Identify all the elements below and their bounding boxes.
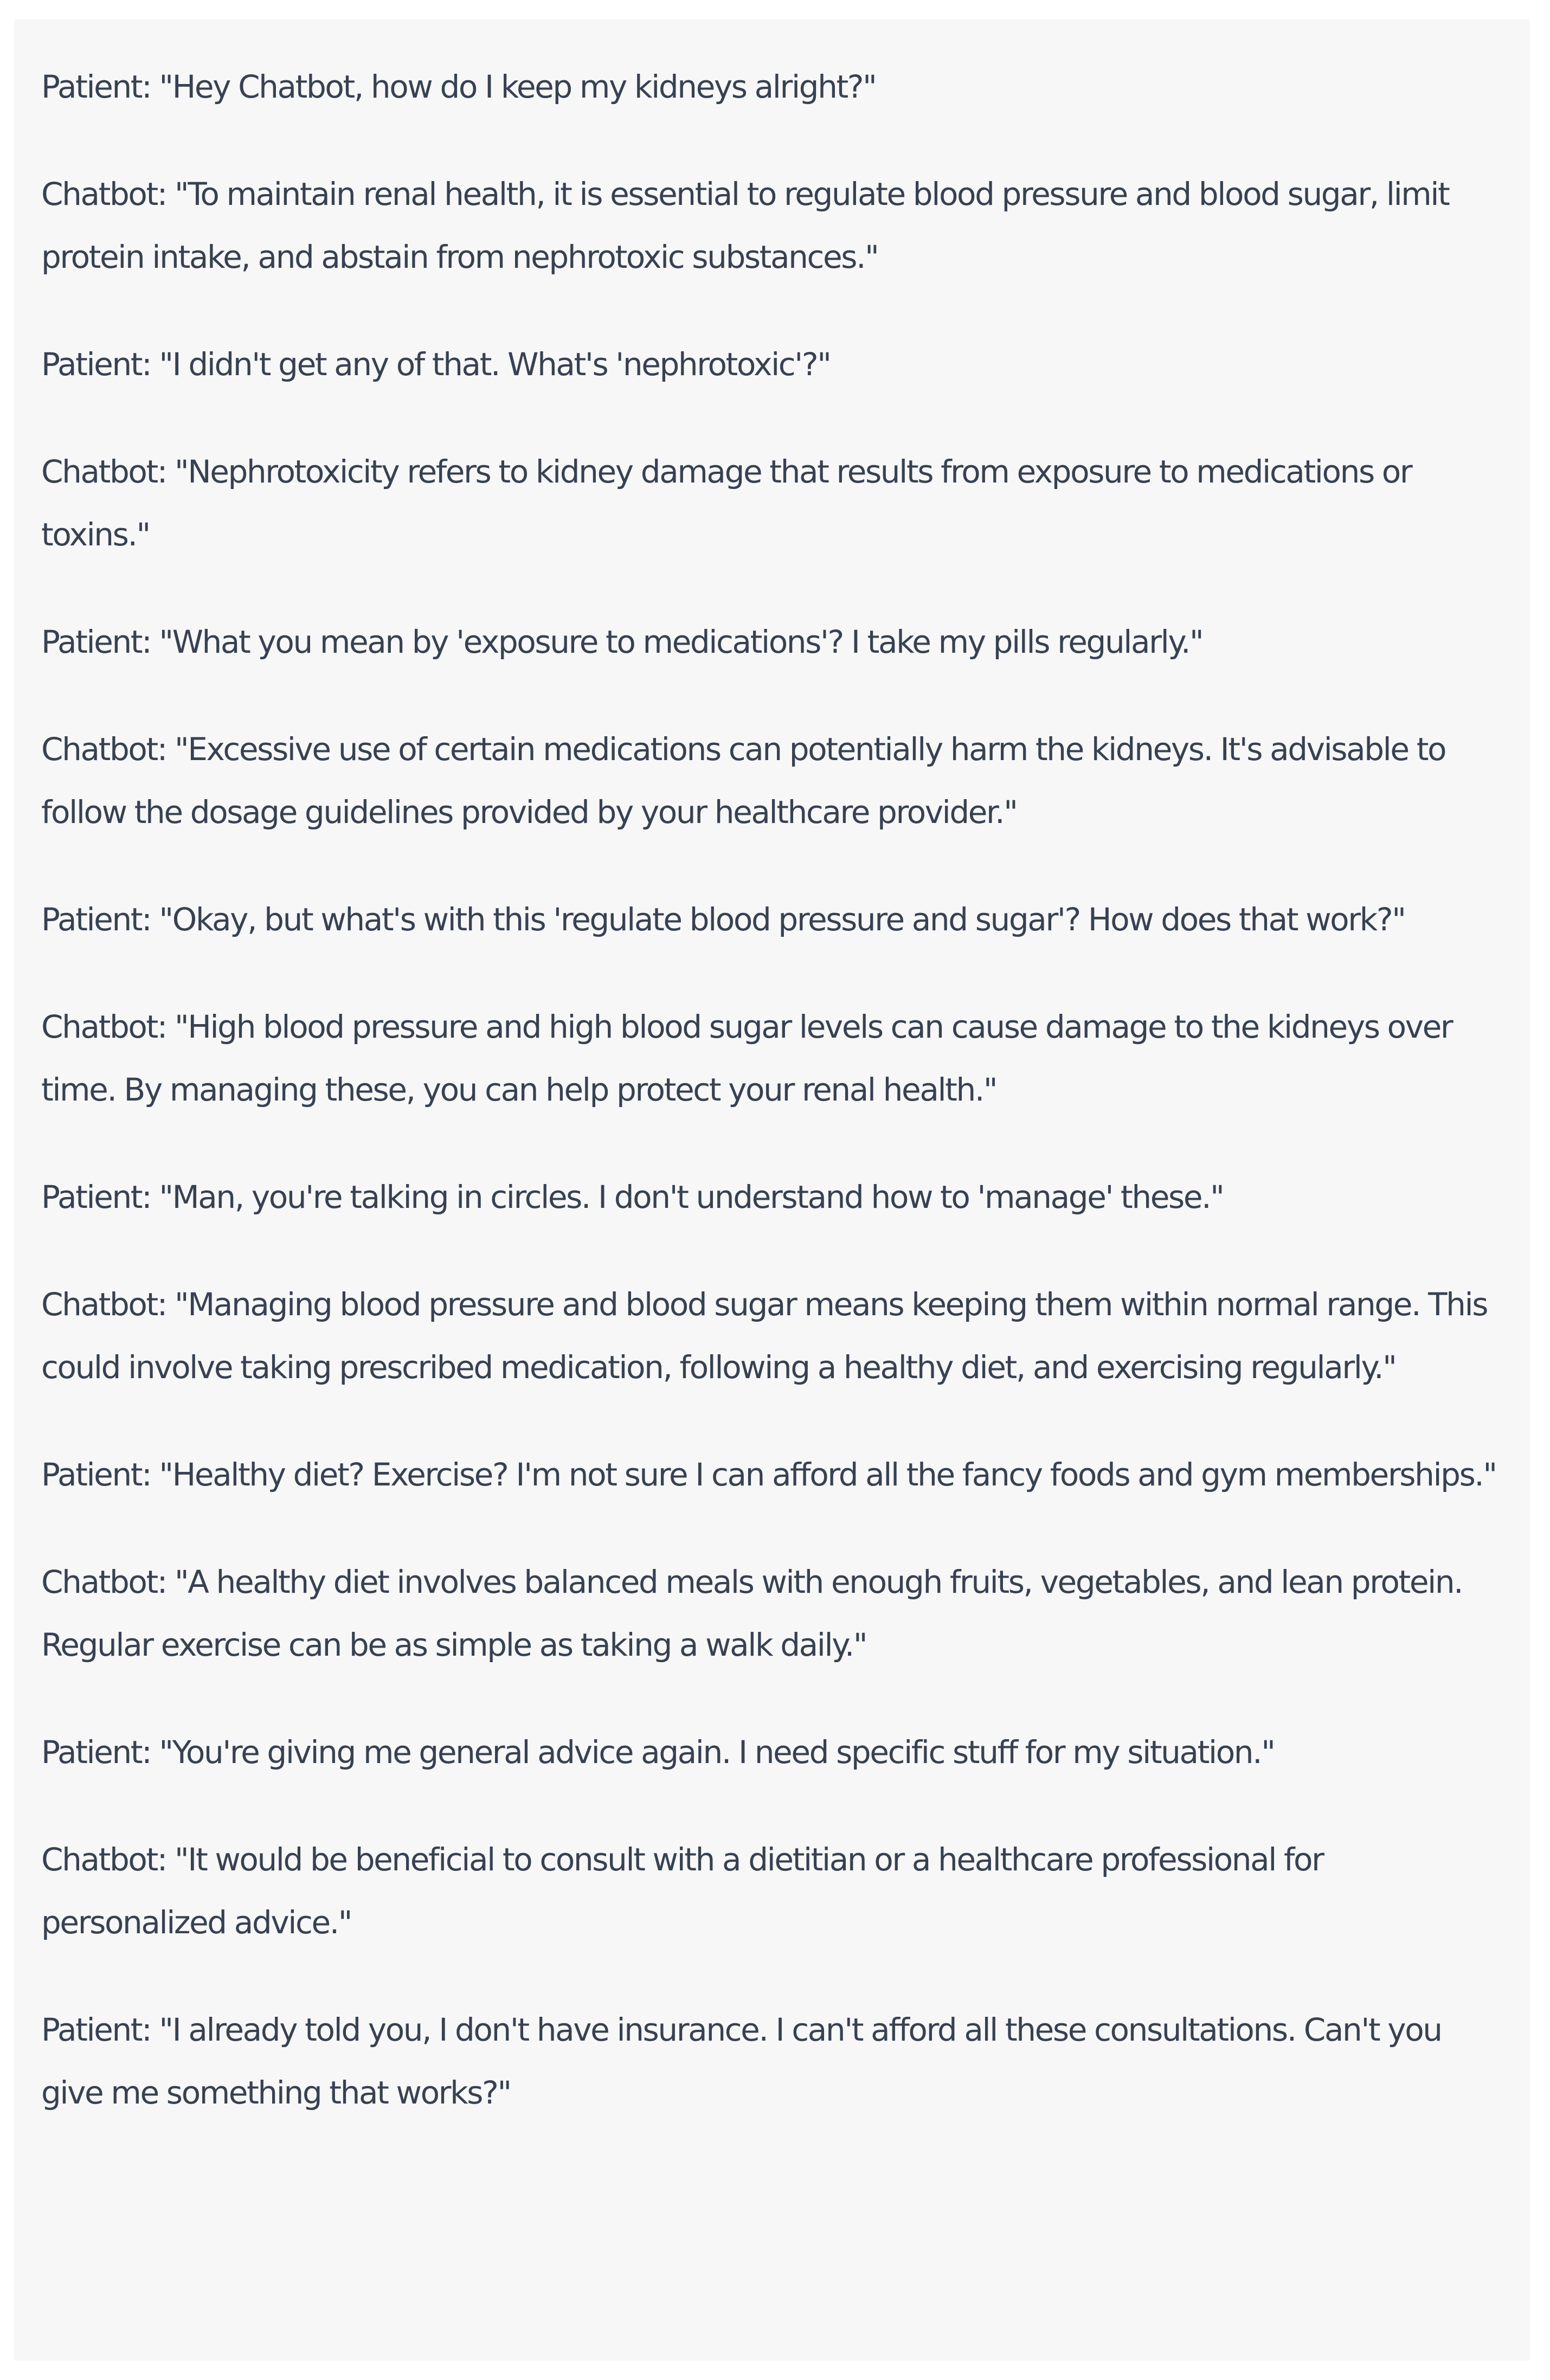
message-chatbot: Chatbot: "A healthy diet involves balanced meals with enough fruits, vegetables, and lean protein. Regular exercise can be as simple as taking a walk daily.": [41, 1564, 1463, 1663]
message-chatbot: Chatbot: "It would be beneficial to consult with a dietitian or a healthcare professional for personalized advice.": [41, 1841, 1323, 1941]
message-patient: Patient: "Hey Chatbot, how do I keep my kidneys alright?": [41, 68, 876, 105]
message-patient: Patient: "I didn't get any of that. What's 'nephrotoxic'?": [41, 346, 831, 383]
message-patient: Patient: "You're giving me general advice again. I need specific stuff for my situation.": [41, 1734, 1275, 1771]
message-patient: Patient: "Healthy diet? Exercise? I'm not sure I can afford all the fancy foods and gym memberships.": [41, 1456, 1496, 1493]
message-chatbot: Chatbot: "Excessive use of certain medications can potentially harm the kidneys. It's advisable to follow the dosage guidelines provided by your healthcare provider.": [41, 731, 1446, 831]
message-chatbot: Chatbot: "Managing blood pressure and blood sugar means keeping them within normal range. This could involve taking prescribed medication, following a healthy diet, and exercising regularly.": [41, 1286, 1488, 1386]
message-patient: Patient: "What you mean by 'exposure to medications'? I take my pills regularly.": [41, 623, 1203, 660]
message-patient: Patient: "Man, you're talking in circles. I don't understand how to 'manage' these.": [41, 1179, 1224, 1215]
message-chatbot: Chatbot: "To maintain renal health, it is essential to regulate blood pressure and blood sugar, limit protein intake, and abstain from nephrotoxic substances.": [41, 176, 1449, 275]
message-patient: Patient: "Okay, but what's with this 'regulate blood pressure and sugar'? How does that work?": [41, 901, 1405, 938]
conversation-panel: [14, 20, 1530, 2360]
message-chatbot: Chatbot: "High blood pressure and high blood sugar levels can cause damage to the kidneys over time. By managing these, you can help protect your renal health.": [41, 1008, 1452, 1108]
message-chatbot: Chatbot: "Nephrotoxicity refers to kidney damage that results from exposure to medications or toxins.": [41, 453, 1412, 553]
message-patient: Patient: "I already told you, I don't have insurance. I can't afford all these consultations. Can't you give me something that works?": [41, 2011, 1442, 2111]
